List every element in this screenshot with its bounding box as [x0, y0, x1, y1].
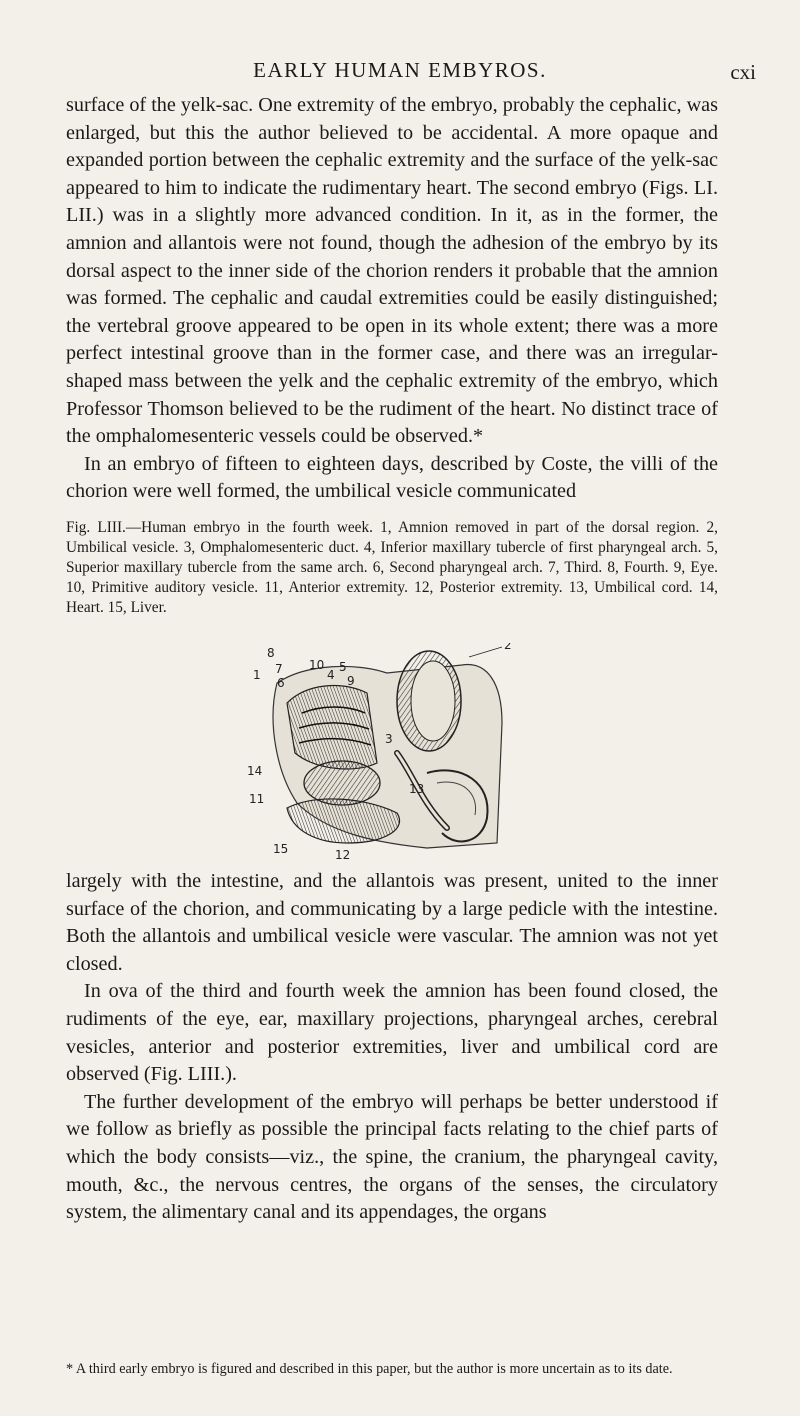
figure-label-5: 5: [339, 660, 347, 674]
paragraph: In ova of the third and fourth week the amnion has been found closed, the rudiments of the eye, ear, maxillary projections, pharyngeal arches, cerebral vesicles, anterior and posterior extremities, liver and umbilical cord are observed (Fig. LIII.).: [66, 980, 718, 1086]
figure-label-8: 8: [267, 646, 275, 660]
figure-label-15: 15: [273, 842, 289, 856]
running-title: EARLY HUMAN EMBYROS.: [253, 58, 547, 82]
figure-label-6: 6: [277, 676, 285, 690]
figure-label-10: 10: [309, 658, 325, 672]
body-text-top: [66, 92, 718, 506]
paragraph: In an embryo of fifteen to eighteen days, described by Coste, the villi of the chorion were well formed, the umbilical vesicle communicated: [66, 452, 718, 503]
figure-label-14: 14: [247, 764, 263, 778]
figure-label-4: 4: [327, 668, 335, 682]
figure-label-7: 7: [275, 662, 283, 676]
figure-label-11: 11: [249, 792, 265, 806]
page-number: cxi: [730, 60, 756, 84]
paragraph: largely with the intestine, and the allantois was present, united to the inner surface of the chorion, and communicating by a large pedicle with the intestine. Both the allantois and umbilical vesicle were vascular. The amnion was not yet closed.: [66, 870, 718, 975]
figure-label-1: 1: [253, 668, 261, 682]
figure-label-9: 9: [347, 674, 355, 688]
running-head: [0, 58, 800, 88]
figure-label-12: 12: [335, 848, 351, 861]
embryo-illustration: [247, 643, 567, 861]
figure-caption: Fig. LIII.—Human embryo in the fourth week. 1, Amnion removed in part of the dorsal region. 2, Umbilical vesicle. 3, Omphalomesenteric duct. 4, Inferior maxillary tubercle of first pharyngeal arch. 5, Superior maxillary tubercle from the same arch. 6, Second pharyngeal arch. 7, Third. 8, Fourth. 9, Eye. 10, Primitive auditory vesicle. 11, Anterior extremity. 12, Posterior extremity. 13, Umbilical cord. 14, Heart. 15, Liver.: [66, 519, 718, 616]
figure-label-13: 13: [409, 782, 425, 796]
figure-label-3: 3: [385, 732, 393, 746]
body-text-bottom: [66, 868, 718, 1227]
paragraph: surface of the yelk-sac. One extremity of the embryo, probably the cephalic, was enlarged, but this the author believed to be accidental. A more opaque and expanded portion between the cephalic extremity and the surface of the yelk-sac appeared to him to indicate the rudimentary heart. The second embryo (Figs. LI. LII.) was in a slightly more advanced condition. In it, as in the former, the amnion and allantois were not found, though the adhesion of the embryo by its dorsal aspect to the inner side of the chorion renders it probable that the amnion was formed. The cephalic and caudal extremities could be easily distinguished; the vertebral groove appeared to be open in its whole extent; there was a more perfect intestinal groove than in the former case, and there was an irregular-shaped mass between the yelk and the cephalic extremity of the embryo, which Professor Thomson believed to be the rudiment of the heart. No distinct trace of the omphalomesenteric vessels could be observed.*: [66, 94, 718, 448]
paragraph: The further development of the embryo will perhaps be better understood if we follow as briefly as possible the principal facts relating to the chief parts of which the body consists—viz., the spine, the cranium, the pharyngeal cavity, mouth, &c., the nervous centres, the organs of the senses, the circulatory system, the alimentary canal and its appendages, the organs: [66, 1090, 718, 1224]
footnote: * A third early embryo is figured and described in this paper, but the author is more uncertain as to its date.: [66, 1361, 673, 1377]
heart-shape: [304, 761, 380, 805]
embryo-figure: [247, 643, 567, 861]
figure-label-2: 2: [504, 643, 512, 652]
